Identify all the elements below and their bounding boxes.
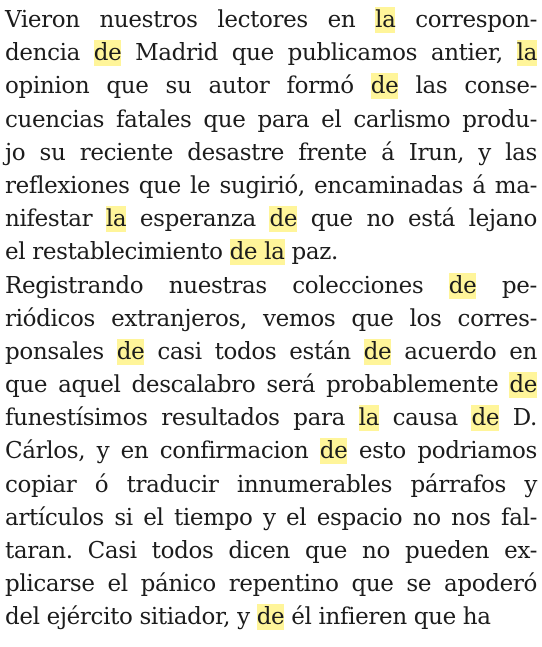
highlighted-word: de <box>370 73 399 100</box>
text-line <box>5 70 537 103</box>
text-line <box>5 303 537 336</box>
line-text: Madrid que publicamos antier, <box>121 40 517 67</box>
text-line <box>5 4 537 37</box>
line-text: correspon- <box>395 7 537 33</box>
line-text: del ejército sitiador, y <box>5 604 257 631</box>
line-text: plicarse el pánico repentino que se apoderó <box>5 571 537 598</box>
line-text: esperanza <box>126 206 270 233</box>
line-text: esto podriamos <box>347 438 537 465</box>
highlighted-word: la <box>105 206 127 233</box>
line-text: nifestar <box>5 206 106 233</box>
line-text: cuencias fatales que para el carlismo produ- <box>5 106 537 133</box>
text-line <box>5 336 537 369</box>
line-text: taran. Casi todos dicen que no pueden ex- <box>5 538 537 564</box>
highlighted-word: de <box>319 438 348 465</box>
line-text: copiar ó traducir innumerables párrafos y <box>5 471 537 498</box>
text-line <box>5 170 537 203</box>
highlighted-word: de <box>448 272 477 299</box>
line-text: opinion que su autor formó <box>5 73 371 100</box>
line-text: Vieron nuestros lectores en <box>5 7 376 33</box>
highlighted-word: la <box>516 40 537 67</box>
line-text: las conse- <box>398 73 538 100</box>
highlighted-word: de <box>256 604 285 631</box>
line-text: riódicos extranjeros, vemos que los corres- <box>5 305 537 332</box>
line-text: acuerdo en <box>391 338 537 365</box>
line-text: reflexiones que le sugirió, encaminadas á ma- <box>5 172 537 199</box>
text-line <box>5 104 537 137</box>
highlighted-word: de <box>269 206 298 233</box>
line-text: pe- <box>476 272 537 299</box>
line-text: funestísimos resultados para <box>5 405 359 432</box>
line-text: Cárlos, y en confirmacion <box>5 438 320 465</box>
line-text: Registrando nuestras colecciones <box>5 272 449 299</box>
line-text: que aquel descalabro será probablemente <box>5 372 510 399</box>
text-line <box>5 435 537 468</box>
line-text: el restablecimiento <box>5 239 230 266</box>
line-text: él infieren que ha <box>284 604 491 631</box>
article-column <box>5 4 537 635</box>
line-text: artículos si el tiempo y el espacio no nos fal- <box>5 504 537 531</box>
line-text: jo su reciente desastre frente á Irun, y las <box>5 139 537 166</box>
text-line <box>5 203 537 236</box>
line-text: dencia <box>5 40 94 67</box>
text-line <box>5 469 537 502</box>
highlighted-word: de <box>93 40 122 67</box>
line-text: D. <box>499 405 537 432</box>
text-line <box>5 270 537 303</box>
highlighted-word: de <box>471 405 500 432</box>
line-text: causa <box>379 405 472 432</box>
text-line <box>5 535 537 568</box>
line-text: ponsales <box>5 338 117 365</box>
text-line <box>5 568 537 601</box>
text-line <box>5 236 537 269</box>
text-line <box>5 137 537 170</box>
highlighted-word: la <box>358 405 380 432</box>
highlighted-word: de <box>363 338 392 365</box>
highlighted-word: de <box>116 338 145 365</box>
line-text: que no está lejano <box>297 206 537 233</box>
text-line <box>5 601 537 634</box>
line-text: casi todos están <box>144 338 364 365</box>
text-line <box>5 37 537 70</box>
highlighted-word: la <box>375 7 396 33</box>
text-line <box>5 502 537 535</box>
highlighted-word: de <box>509 372 537 399</box>
text-line <box>5 369 537 402</box>
line-text: paz. <box>284 239 338 266</box>
highlighted-word: de la <box>229 239 285 266</box>
text-line <box>5 402 537 435</box>
